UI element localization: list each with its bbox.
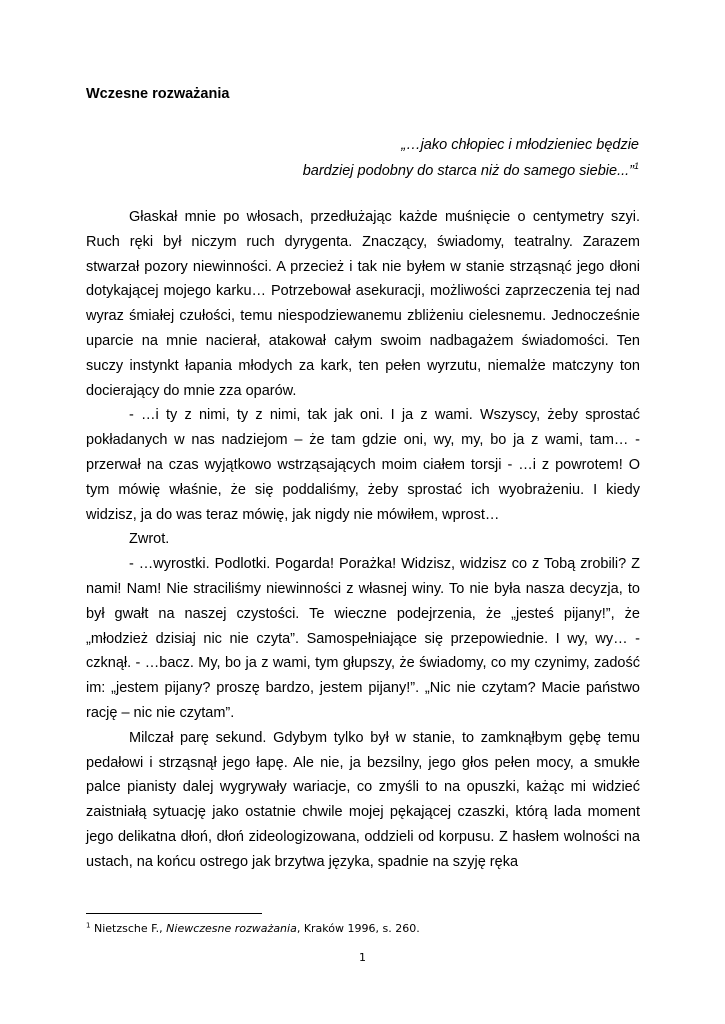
page-number: 1: [359, 951, 366, 964]
footnote-suffix: , Kraków 1996, s. 260.: [296, 922, 420, 935]
epigraph-line-2: [303, 158, 639, 184]
body-text: [86, 205, 640, 875]
paragraph-4: - …wyrostki. Podlotki. Pogarda! Porażka! Widzisz, widzisz co z Tobą zrobili? Z nami! Nam! Nie straciliśmy niewinności z własnej winy. To nie była nasza decyzja, to był gwałt na naszej czystości. Te wieczne podejrzenia, że „jesteś pijany!”, że „młodzież dzisiaj nic nie czyta”. Samospełniające się przepowiednie. I wy, wy… - czknął. - …bacz. My, bo ja z wami, tym głupszy, że świadomy, co my czynimy, zadość im: „jestem pijany? proszę bardzo, jestem pijany!”. „Nic nie czytam? Macie państwo rację – nic nie czytam”.: [86, 556, 640, 721]
footnote: [86, 922, 420, 935]
footnote-title: Niewczesne rozważania: [166, 922, 297, 935]
paragraph-1: Głaskał mnie po włosach, przedłużając każde muśnięcie o centymetry szyi. Ruch ręki był niczym ruch dyrygenta. Znaczący, świadomy, teatralny. Zarazem stwarzał pozory niewinności. A przecież i tak nie byłem w stanie strząsnąć jego dłoni dotykającej mojego karku… Potrzebował asekuracji, możliwości zaprzeczenia tej nad wyraz śmiałej czułości, temu niespodziewanemu zbliżeniu cielesnemu. Jednocześnie uparcie na mnie nacierał, atakował całym swoim nadbagażem świadomości. Ten suczy instynkt łapania młodych za kark, ten pełen wyrzutu, niemalże matczyny ton docierający do mnie zza oparów.: [86, 209, 640, 399]
footnote-number: 1: [86, 921, 91, 930]
epigraph-line-2-text: bardziej podobny do starca niż do samego siebie...”: [302, 163, 634, 179]
paragraph-5: Milczał parę sekund. Gdybym tylko był w stanie, to zamknąłbym gębę temu pedałowi i strząsnął jego łapę. Ale nie, ja bezsilny, jego głos pełen mocy, a smukłe palce pianisty dalej wygrywały wariacje, co zmyśli to na opuszki, każąc mi widzieć zaistniałą sytuację jako ostatnie chwile mojej pękającej czaszki, którą lada moment jego delikatna dłoń, dłoń zideologizowana, oddzieli od korpusu. Z hasłem wolności na ustach, na końcu ostrego jak brzytwa języka, spadnie na szyję ręka: [86, 729, 640, 870]
paragraph-3: Zwrot.: [129, 531, 170, 548]
footnote-prefix: Nietzsche F.,: [90, 922, 167, 935]
epigraph-line-1: „…jako chłopiec i młodzieniec będzie: [401, 137, 639, 153]
paragraph-2: - …i ty z nimi, ty z nimi, tak jak oni. I ja z wami. Wszyscy, żeby sprostać pokładanych w nas nadziejom – że tam gdzie oni, wy, my, bo ja z wami, tam… - przerwał na czas wyjątkowo wstrząsających moim ciałem torsji - …i z powrotem! O tym mówię właśnie, że się poddaliśmy, żeby sprostać ich wyobrażeniu. I kiedy widzisz, ja do was teraz mówię, jak nigdy nie mówiłem, wprost…: [86, 407, 640, 523]
footnote-reference: 1: [633, 161, 639, 172]
epigraph: [303, 132, 639, 184]
footnote-separator: [86, 913, 262, 914]
document-heading: Wczesne rozważania: [86, 86, 230, 102]
